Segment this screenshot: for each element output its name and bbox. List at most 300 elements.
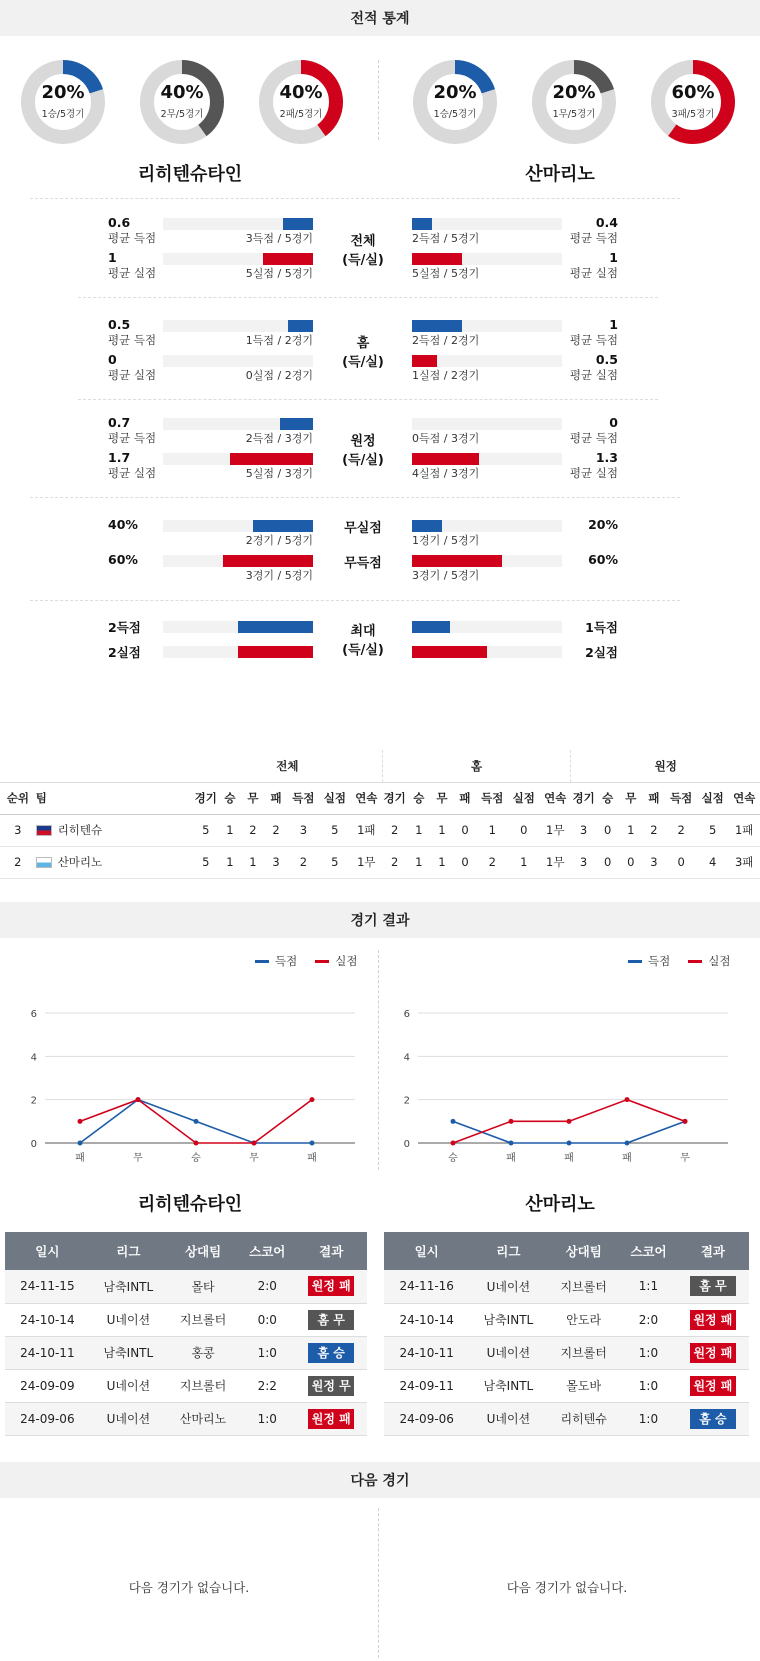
y-tick-label: 4 <box>403 1052 410 1064</box>
x-tick-label: 패 <box>307 1153 317 1164</box>
data-point <box>509 1141 514 1146</box>
data-point <box>625 1141 630 1146</box>
match-score: 1:1 <box>620 1270 677 1303</box>
right-bar-fill <box>412 555 502 567</box>
away-results-table <box>384 1232 749 1436</box>
match-opponent: 리히텐슈 <box>547 1402 620 1435</box>
results-title-text: 경기 결과 <box>350 913 410 929</box>
match-result <box>295 1270 367 1303</box>
results-header-cell: 결과 <box>677 1232 749 1270</box>
right-bar-fill <box>412 453 479 465</box>
clean-center-label: 무실점 <box>344 521 382 536</box>
left-value: 0.7 <box>108 415 131 430</box>
right-bar-fill <box>412 355 437 367</box>
results-header-row <box>5 1232 367 1270</box>
chart-1-svg <box>0 990 370 1190</box>
donut-caption: 3패/5경기 <box>671 109 715 120</box>
match-result <box>677 1303 749 1336</box>
match-score: 0:0 <box>239 1303 295 1336</box>
stat-cell: 1 <box>407 814 430 846</box>
standings-header-cell: 승 <box>407 782 430 814</box>
left-label: 평균 득점 <box>108 333 157 347</box>
results-row <box>384 1270 749 1303</box>
left-value: 0.6 <box>108 215 131 230</box>
section-separator <box>30 198 680 199</box>
stat-cell: 5 <box>193 814 218 846</box>
next-title-text: 다음 경기 <box>350 1473 410 1489</box>
section-separator <box>78 399 658 400</box>
group-1-header: 전체 <box>193 750 382 782</box>
left-label: 평균 득점 <box>108 431 157 445</box>
x-tick-label: 승 <box>448 1153 458 1164</box>
left-bar-fill <box>238 646 313 658</box>
match-result <box>295 1369 367 1402</box>
results-header-cell: 일시 <box>384 1232 469 1270</box>
rank-cell: 2 <box>0 846 36 878</box>
results-row <box>384 1336 749 1369</box>
match-result <box>677 1369 749 1402</box>
standings-header-cell: 무 <box>241 782 264 814</box>
center-label-line: (득/실) <box>342 355 384 370</box>
away-results-team-name: 산마리노 <box>525 1194 595 1215</box>
x-tick-label: 무 <box>249 1153 259 1164</box>
data-point <box>625 1097 630 1102</box>
stat-cell: 3 <box>571 846 596 878</box>
left-percent: 60% <box>108 552 138 567</box>
match-league: 남축INTL <box>90 1270 167 1303</box>
data-point <box>310 1141 315 1146</box>
standings-header-cell: 득점 <box>288 782 319 814</box>
result-badge: 홈 승 <box>690 1409 736 1429</box>
data-point <box>683 1119 688 1124</box>
results-section-title <box>0 902 760 938</box>
stat-cell: 2 <box>642 814 665 846</box>
match-result <box>677 1270 749 1303</box>
stat-cell: 1 <box>508 846 539 878</box>
right-bar-caption: 2득점 / 5경기 <box>412 232 480 245</box>
away-donut-1 <box>413 60 497 144</box>
stat-cell: 1 <box>430 814 453 846</box>
match-opponent: 안도라 <box>547 1303 620 1336</box>
donut-percent: 20% <box>433 82 477 103</box>
home-donut-1 <box>21 60 105 144</box>
away-donut-3 <box>651 60 735 144</box>
stat-cell: 0 <box>508 814 539 846</box>
legend-swatch <box>315 960 329 963</box>
match-opponent: 홍콩 <box>167 1336 239 1369</box>
match-date: 24-10-14 <box>384 1303 469 1336</box>
left-bar-fill <box>280 418 313 430</box>
data-point <box>310 1097 315 1102</box>
left-percent: 40% <box>108 517 138 532</box>
x-tick-label: 무 <box>133 1153 143 1164</box>
left-bar-fill <box>283 218 313 230</box>
chart-2-legend <box>628 953 730 969</box>
section-separator <box>30 497 680 498</box>
left-bar-caption: 3경기 / 5경기 <box>245 569 313 582</box>
stat-cell: 1무 <box>540 814 571 846</box>
stat-cell: 1 <box>430 846 453 878</box>
standings-header-cell: 승 <box>596 782 619 814</box>
right-bar-fill <box>412 520 442 532</box>
y-tick-label: 4 <box>30 1052 37 1064</box>
results-row <box>5 1369 367 1402</box>
group-2-header: 홈 <box>382 750 571 782</box>
result-badge: 홈 무 <box>690 1276 736 1296</box>
stat-cell: 2 <box>477 846 508 878</box>
center-label-line: 원정 <box>350 434 376 449</box>
results-row <box>384 1303 749 1336</box>
home-donut-2 <box>140 60 224 144</box>
legend-swatch <box>628 960 642 963</box>
left-value: 0.5 <box>108 317 131 332</box>
standings-header-cell: 무 <box>430 782 453 814</box>
match-result <box>295 1402 367 1435</box>
chart-1-legend <box>255 953 357 969</box>
stat-cell: 1 <box>218 846 241 878</box>
left-bar-caption: 5실점 / 3경기 <box>245 467 313 480</box>
donut-percent: 40% <box>279 82 323 103</box>
match-date: 24-11-16 <box>384 1270 469 1303</box>
x-tick-label: 패 <box>622 1153 632 1164</box>
results-header-cell: 상대팀 <box>547 1232 620 1270</box>
left-bar-fill <box>223 555 313 567</box>
left-label: 평균 실점 <box>108 266 157 280</box>
stat-cell: 3 <box>571 814 596 846</box>
data-point <box>194 1141 199 1146</box>
home-results-team-name: 리히텐슈타인 <box>137 1194 243 1215</box>
stat-cell: 0 <box>665 846 696 878</box>
stat-cell: 0 <box>453 814 476 846</box>
right-max-value: 1득점 <box>585 620 618 635</box>
match-date: 24-09-11 <box>384 1369 469 1402</box>
stat-cell: 1무 <box>351 846 382 878</box>
standings-table <box>0 750 760 879</box>
right-label: 평균 득점 <box>569 231 618 245</box>
legend-swatch <box>255 960 269 963</box>
right-bar-caption: 1경기 / 5경기 <box>412 534 480 547</box>
standings-header-cell: 실점 <box>319 782 350 814</box>
match-date: 24-09-06 <box>384 1402 469 1435</box>
stat-cell: 5 <box>319 814 350 846</box>
stat-cell: 0 <box>619 846 642 878</box>
match-date: 24-09-06 <box>5 1402 90 1435</box>
right-percent: 60% <box>588 552 618 567</box>
series-line-scored <box>453 1121 685 1143</box>
away-no-next-message: 다음 경기가 없습니다. <box>506 1580 628 1595</box>
data-point <box>136 1097 141 1102</box>
left-bar-caption: 1득점 / 2경기 <box>245 334 313 347</box>
data-point <box>252 1141 257 1146</box>
stat-cell: 1패 <box>351 814 382 846</box>
left-value: 1 <box>108 250 117 265</box>
match-league: U네이션 <box>469 1336 547 1369</box>
results-header-row <box>384 1232 749 1270</box>
result-badge: 홈 승 <box>308 1343 354 1363</box>
max-center-label <box>323 622 403 660</box>
standings-header-cell: 득점 <box>477 782 508 814</box>
left-bar-track <box>163 355 313 367</box>
stat-cell: 2 <box>265 814 288 846</box>
stat-cell: 5 <box>319 846 350 878</box>
match-result <box>677 1336 749 1369</box>
right-max-value: 2실점 <box>585 645 618 660</box>
stat-cell: 0 <box>596 846 619 878</box>
data-point <box>78 1141 83 1146</box>
donut-percent: 20% <box>41 82 85 103</box>
next-section-title <box>0 1462 760 1498</box>
left-label: 평균 실점 <box>108 466 157 480</box>
x-tick-label: 패 <box>564 1153 574 1164</box>
match-score: 1:0 <box>620 1369 677 1402</box>
standings-header-cell: 무 <box>619 782 642 814</box>
standings-header-cell: 실점 <box>697 782 728 814</box>
section-separator <box>30 600 680 601</box>
legend-label: 실점 <box>335 954 358 968</box>
match-league: U네이션 <box>90 1369 167 1402</box>
result-badge: 원정 패 <box>308 1409 354 1429</box>
compare-center-label <box>323 232 403 270</box>
team-name-text: 산마리노 <box>57 855 103 869</box>
team-name-text: 리히텐슈 <box>57 823 103 837</box>
section-separator <box>78 297 658 298</box>
result-badge: 원정 무 <box>308 1376 354 1396</box>
left-bar-caption: 3득점 / 5경기 <box>245 232 313 245</box>
match-league: U네이션 <box>90 1303 167 1336</box>
stat-cell: 1 <box>218 814 241 846</box>
stat-cell: 0 <box>453 846 476 878</box>
match-league: 남축INTL <box>469 1303 547 1336</box>
result-badge: 원정 패 <box>690 1310 736 1330</box>
right-bar-fill <box>412 320 462 332</box>
right-bar-caption: 4실점 / 3경기 <box>412 467 480 480</box>
results-row <box>5 1402 367 1435</box>
result-badge: 원정 패 <box>690 1376 736 1396</box>
donut-caption: 1승/5경기 <box>433 109 477 120</box>
stat-cell: 3 <box>288 814 319 846</box>
right-bar-track <box>412 418 562 430</box>
right-bar-caption: 1실점 / 2경기 <box>412 369 480 382</box>
match-result <box>677 1402 749 1435</box>
match-score: 1:0 <box>620 1336 677 1369</box>
home-donut-3 <box>259 60 343 144</box>
results-header-cell: 스코어 <box>620 1232 677 1270</box>
right-label: 평균 실점 <box>569 266 618 280</box>
right-bar-caption: 0득점 / 3경기 <box>412 432 480 445</box>
data-point <box>567 1141 572 1146</box>
match-league: U네이션 <box>469 1270 547 1303</box>
results-row <box>384 1402 749 1435</box>
standings-header-cell: 승 <box>218 782 241 814</box>
standings-header-cell: 득점 <box>665 782 696 814</box>
y-tick-label: 2 <box>30 1095 37 1107</box>
donut-percent: 40% <box>160 82 204 103</box>
stat-cell: 1무 <box>540 846 571 878</box>
result-badge: 홈 무 <box>308 1310 354 1330</box>
clean-center-label: 무득점 <box>344 556 382 571</box>
standings-header-cell: 연속 <box>728 782 760 814</box>
left-bar-caption: 2경기 / 5경기 <box>245 534 313 547</box>
result-badge: 원정 패 <box>308 1276 354 1296</box>
left-bar-fill <box>230 453 313 465</box>
match-opponent: 산마리노 <box>167 1402 239 1435</box>
standings-header-cell: 패 <box>642 782 665 814</box>
data-point <box>451 1141 456 1146</box>
right-value: 1 <box>609 317 618 332</box>
y-tick-label: 6 <box>30 1009 37 1020</box>
left-bar-caption: 5실점 / 5경기 <box>245 267 313 280</box>
match-league: 남축INTL <box>469 1369 547 1402</box>
match-opponent: 지브롤터 <box>547 1336 620 1369</box>
stat-cell: 1패 <box>728 814 760 846</box>
stat-cell: 4 <box>697 846 728 878</box>
standings-header-cell: 경기 <box>382 782 407 814</box>
center-label-line: (득/실) <box>342 253 384 268</box>
standings-header-cell: 패 <box>453 782 476 814</box>
right-label: 평균 득점 <box>569 431 618 445</box>
standings-header-cell: 경기 <box>571 782 596 814</box>
group-3-header: 원정 <box>654 758 677 773</box>
stat-cell: 2 <box>665 814 696 846</box>
match-league: U네이션 <box>90 1402 167 1435</box>
match-date: 24-11-15 <box>5 1270 90 1303</box>
right-bar-fill <box>412 253 462 265</box>
stat-cell: 0 <box>596 814 619 846</box>
stat-cell: 3 <box>265 846 288 878</box>
x-tick-label: 승 <box>191 1153 201 1164</box>
match-date: 24-10-11 <box>384 1336 469 1369</box>
match-league: U네이션 <box>469 1402 547 1435</box>
right-value: 0.5 <box>595 352 618 367</box>
standings-header-cell: 경기 <box>193 782 218 814</box>
center-label-line: 전체 <box>350 234 376 249</box>
match-league: 남축INTL <box>90 1336 167 1369</box>
stat-cell: 5 <box>193 846 218 878</box>
match-opponent: 지브롤터 <box>547 1270 620 1303</box>
stats-section-title <box>0 0 760 36</box>
match-opponent: 몰타 <box>167 1270 239 1303</box>
team-cell <box>36 814 193 846</box>
x-tick-label: 패 <box>506 1153 516 1164</box>
left-label: 평균 득점 <box>108 231 157 245</box>
stat-cell: 5 <box>697 814 728 846</box>
right-bar-caption: 2득점 / 2경기 <box>412 334 480 347</box>
donut-divider <box>378 60 379 140</box>
results-row <box>384 1369 749 1402</box>
group-spacer <box>0 750 193 782</box>
match-date: 24-10-11 <box>5 1336 90 1369</box>
standings-row <box>0 814 760 846</box>
match-score: 1:0 <box>620 1402 677 1435</box>
results-row <box>5 1336 367 1369</box>
left-value: 1.7 <box>108 450 131 465</box>
match-date: 24-09-09 <box>5 1369 90 1402</box>
stat-cell: 3 <box>642 846 665 878</box>
right-label: 평균 득점 <box>569 333 618 347</box>
left-max-value: 2득점 <box>108 620 141 635</box>
results-header-cell: 상대팀 <box>167 1232 239 1270</box>
match-score: 1:0 <box>239 1402 295 1435</box>
chart-2-svg <box>373 990 743 1190</box>
home-results-table <box>5 1232 367 1436</box>
y-tick-label: 0 <box>403 1139 410 1150</box>
result-badge: 원정 패 <box>690 1343 736 1363</box>
right-bar-fill <box>412 621 450 633</box>
donut-percent: 60% <box>671 82 715 103</box>
stat-cell: 2 <box>288 846 319 878</box>
match-opponent: 지브롤터 <box>167 1369 239 1402</box>
stats-title-text: 전적 통계 <box>350 11 410 27</box>
y-tick-label: 0 <box>30 1139 37 1150</box>
stat-cell: 2 <box>382 814 407 846</box>
stat-cell: 3패 <box>728 846 760 878</box>
right-label: 평균 실점 <box>569 368 618 382</box>
away-donut-2 <box>532 60 616 144</box>
stat-cell: 1 <box>407 846 430 878</box>
results-header-cell: 스코어 <box>239 1232 295 1270</box>
legend-label: 득점 <box>648 954 671 968</box>
match-result <box>295 1336 367 1369</box>
left-label: 평균 실점 <box>108 368 157 382</box>
match-score: 1:0 <box>239 1336 295 1369</box>
right-value: 0.4 <box>595 215 618 230</box>
data-point <box>509 1119 514 1124</box>
standings-header-cell: 연속 <box>540 782 571 814</box>
right-value: 0 <box>609 415 618 430</box>
donut-caption: 1승/5경기 <box>41 109 85 120</box>
standings-row <box>0 846 760 878</box>
x-tick-label: 패 <box>75 1153 85 1164</box>
match-score: 2:2 <box>239 1369 295 1402</box>
data-point <box>78 1119 83 1124</box>
legend-label: 실점 <box>708 954 731 968</box>
donut-caption: 1무/5경기 <box>552 109 596 120</box>
match-date: 24-10-14 <box>5 1303 90 1336</box>
stat-cell: 1 <box>477 814 508 846</box>
left-bar-fill <box>238 621 313 633</box>
compare-center-label <box>323 432 403 470</box>
stat-cell: 1 <box>241 846 264 878</box>
team-cell <box>36 846 193 878</box>
center-label-line: 홈 <box>356 336 370 351</box>
data-point <box>567 1119 572 1124</box>
left-bar-caption: 2득점 / 3경기 <box>245 432 313 445</box>
y-tick-label: 2 <box>403 1095 410 1107</box>
match-score: 2:0 <box>239 1270 295 1303</box>
standings-header-row <box>0 782 760 814</box>
y-tick-label: 6 <box>403 1009 410 1020</box>
left-bar-fill <box>253 520 313 532</box>
results-header-cell: 일시 <box>5 1232 90 1270</box>
right-bar-track <box>412 218 562 230</box>
results-row <box>5 1270 367 1303</box>
donut-percent: 20% <box>552 82 596 103</box>
center-label-line: (득/실) <box>342 643 384 658</box>
donut-caption: 2무/5경기 <box>160 109 204 120</box>
results-header-cell: 리그 <box>90 1232 167 1270</box>
left-bar-caption: 0실점 / 2경기 <box>245 369 313 382</box>
compare-center-label <box>323 334 403 372</box>
liechtenstein-flag-icon <box>36 825 52 836</box>
left-bar-fill <box>288 320 313 332</box>
x-tick-label: 무 <box>680 1153 690 1164</box>
right-value: 1 <box>609 250 618 265</box>
right-bar-fill <box>412 646 487 658</box>
rank-cell: 3 <box>0 814 36 846</box>
center-label-line: (득/실) <box>342 453 384 468</box>
away-team-name: 산마리노 <box>525 164 595 185</box>
legend-swatch <box>688 960 702 963</box>
